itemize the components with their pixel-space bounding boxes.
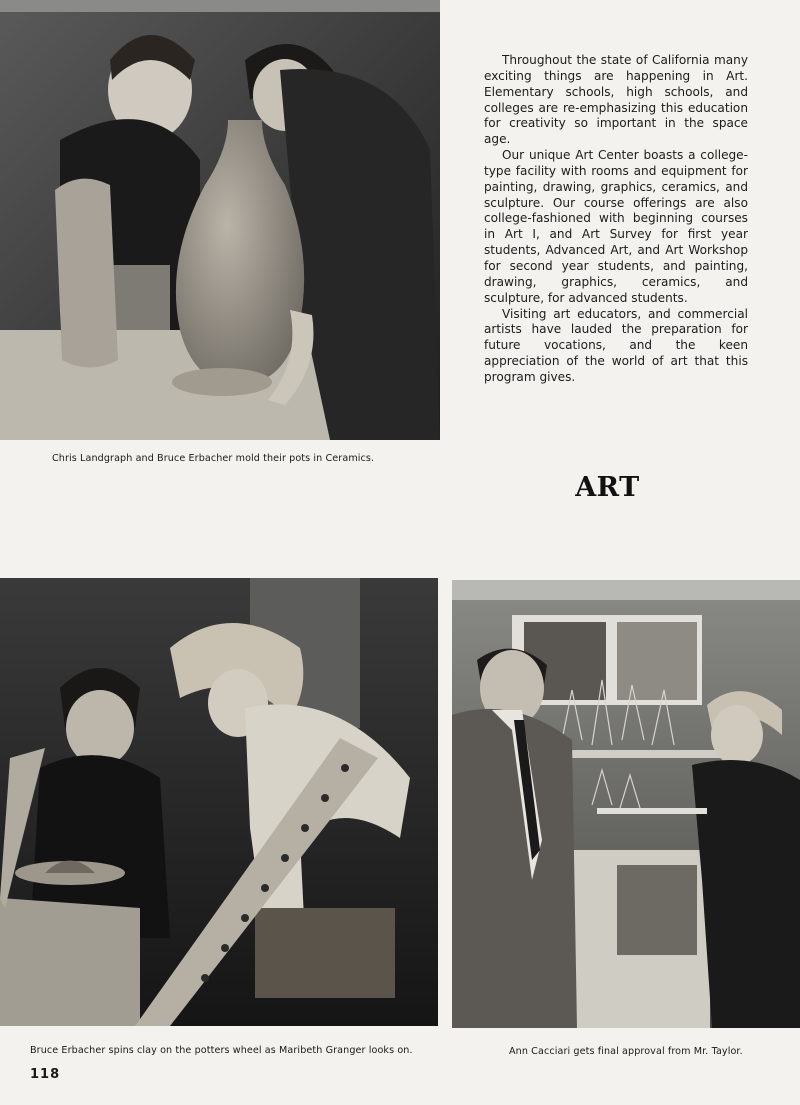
photo-final-approval (452, 580, 800, 1028)
caption-final-approval: Ann Cacciari gets final approval from Mr. Taylor. (509, 1046, 743, 1057)
caption-ceramics: Chris Landgraph and Bruce Erbacher mold their pots in Ceramics. (52, 453, 375, 464)
photo-potters-wheel (0, 578, 438, 1026)
photo-ceramics (0, 0, 440, 440)
section-title: ART (575, 472, 640, 503)
page-number: 118 (30, 1067, 61, 1082)
article-paragraph: Our unique Art Center boasts a college-type facility with rooms and equipment for painting, drawing, graphics, ceramics, and sculpture. Our course offerings are also college-fashioned with beginning courses in Art I, and Art Survey for first year students, Advanced Art, and Art Workshop for second year students, and painting, drawing, graphics, ceramics, and sculpture, for advanced students. (484, 148, 748, 305)
article-paragraph: Throughout the state of California many exciting things are happening in Art. Elementary schools, high schools, and colleges are re-emphasizing this education for creativity so important in the space age. (484, 53, 748, 147)
caption-potters-wheel: Bruce Erbacher spins clay on the potters wheel as Maribeth Granger looks on. (30, 1045, 413, 1056)
article-body (484, 53, 748, 386)
article-paragraph: Visiting art educators, and commercial artists have lauded the preparation for future vocations, and the keen appreciation of the world of art that this program gives. (484, 306, 748, 384)
